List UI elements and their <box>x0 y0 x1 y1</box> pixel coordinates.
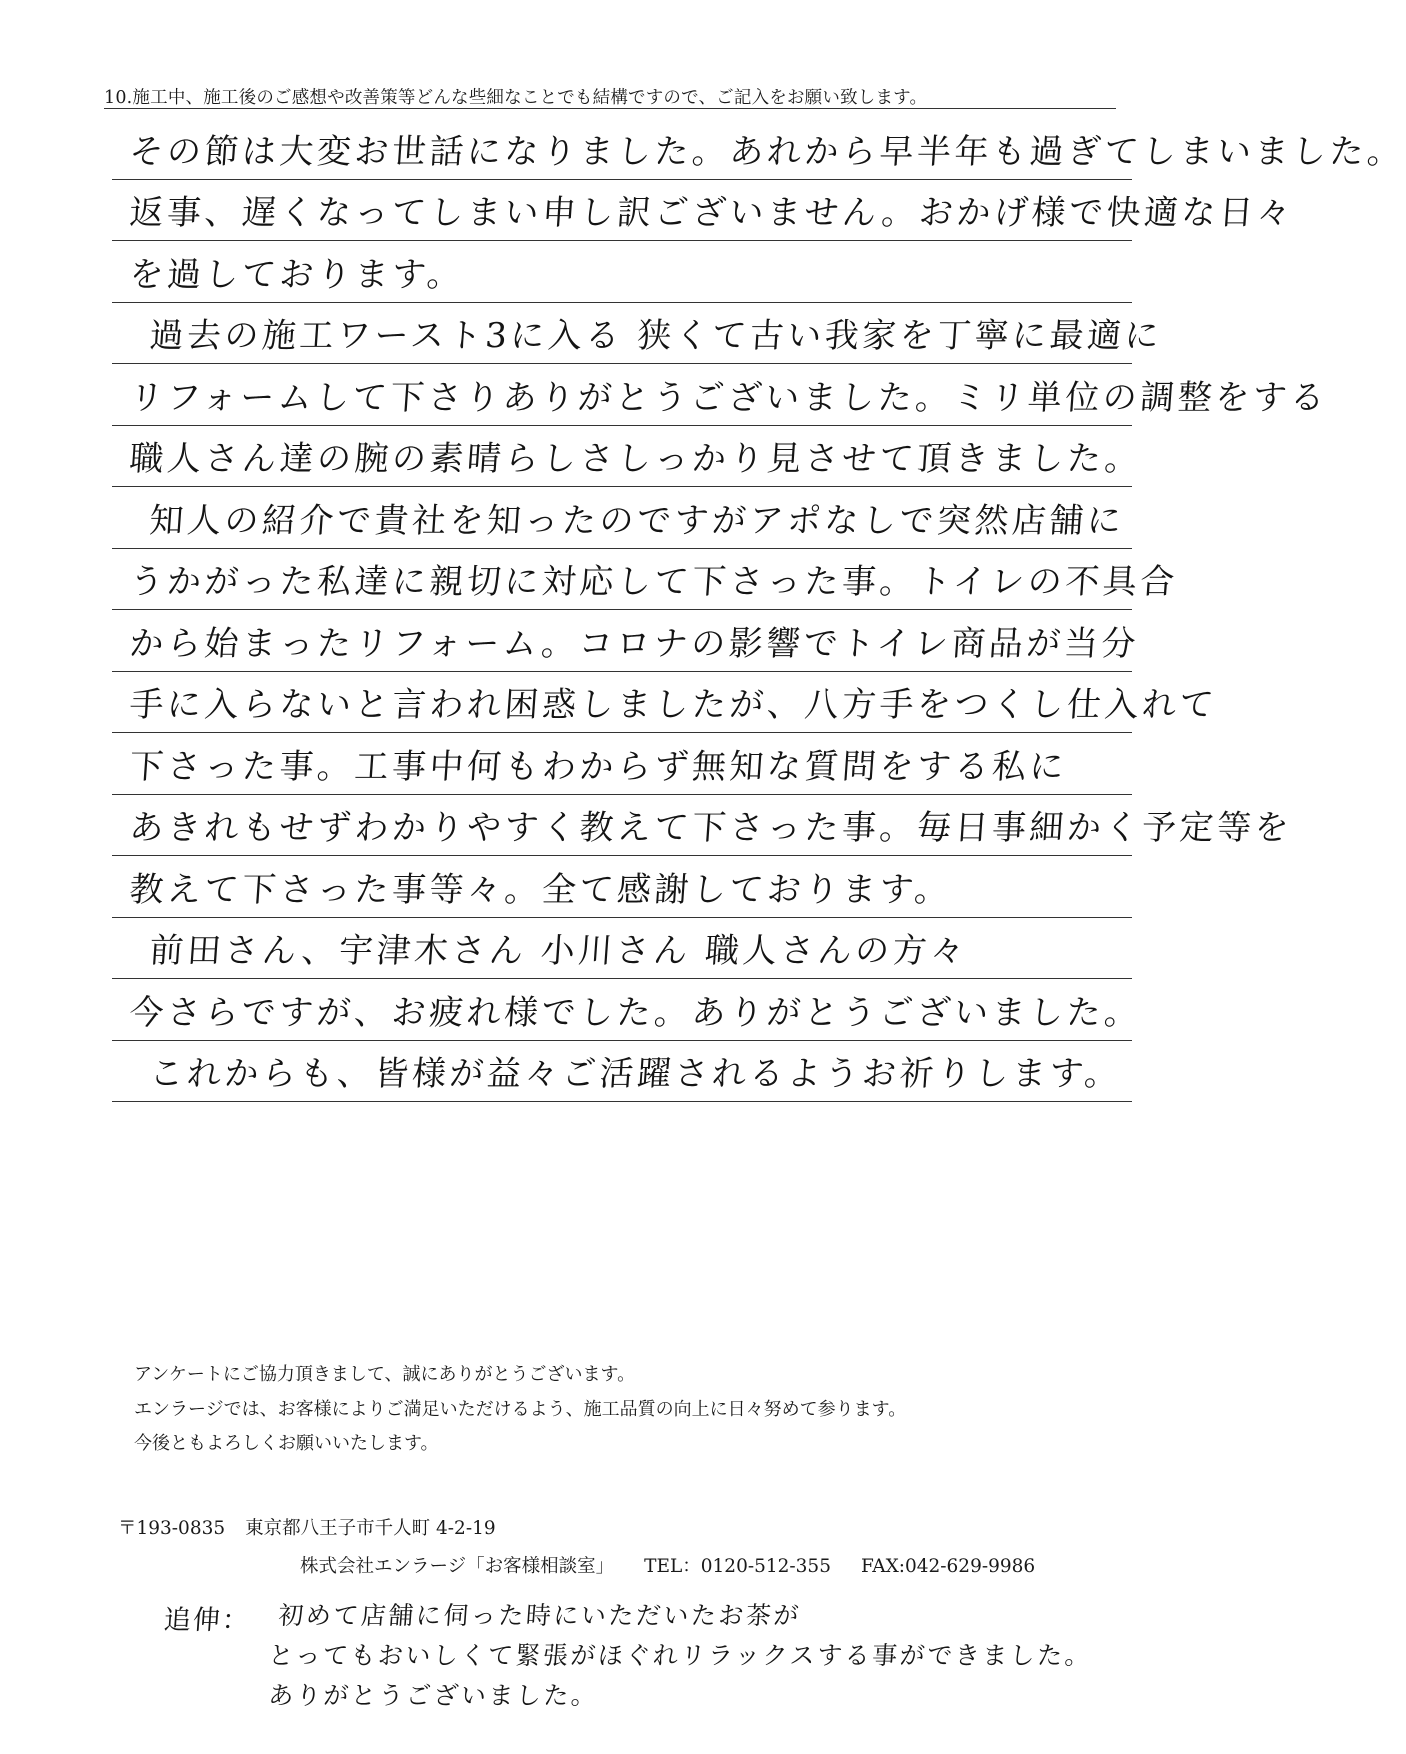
answer-text: うかがった私達に親切に対応して下さった事。トイレの不具合 <box>128 562 1180 602</box>
fax-number: FAX:042-629-9986 <box>860 1556 1036 1577</box>
answer-line <box>112 487 1132 549</box>
postscript-body <box>267 1596 1094 1716</box>
postscript-line: 初めて店舗に伺った時にいただいたお茶が <box>277 1601 802 1630</box>
answer-text: 前田さん、宇津木さん 小川さん 職人さんの方々 <box>148 931 970 971</box>
answer-text: あきれもせずわかりやすく教えて下さった事。毎日事細かく予定等を <box>128 808 1294 848</box>
handwritten-answer <box>112 118 1406 1102</box>
street-address: 東京都八王子市千人町 4-2-19 <box>245 1518 496 1539</box>
answer-line <box>112 610 1141 672</box>
answer-line <box>112 733 1132 795</box>
answer-text: 教えて下さった事等々。全て感謝しております。 <box>128 869 954 910</box>
telephone-number: TEL：0120-512-355 <box>644 1556 831 1577</box>
answer-line <box>112 856 1132 918</box>
question-heading: 10.施工中、施工後のご感想や改善策等どんな些細なことでも結構ですので、ご記入をお願い致します。 <box>104 88 928 108</box>
answer-text: 手に入らないと言われ困惑しましたが、八方手をつくし仕入れて <box>128 685 1219 725</box>
closing-line: アンケートにご協力頂きまして、誠にありがとうございます。 <box>134 1364 636 1385</box>
postscript-line: ありがとうございました。 <box>267 1681 600 1710</box>
postscript-label: 追伸： <box>162 1605 252 1636</box>
closing-line: 今後ともよろしくお願いいたします。 <box>134 1433 439 1454</box>
question-underline <box>104 108 1116 109</box>
answer-text: 知人の紹介で貴社を知ったのですがアポなしで突然店舗に <box>148 500 1126 541</box>
answer-text: これからも、皆様が益々ご活躍されるようお祈りします。 <box>148 1054 1124 1094</box>
answer-line <box>112 549 1180 611</box>
postscript-line: とってもおいしくて緊張がほぐれリラックスする事ができました。 <box>267 1641 1094 1670</box>
answer-text: 今さらですが、お疲れ様でした。ありがとうございました。 <box>128 992 1144 1033</box>
answer-line <box>112 1041 1132 1103</box>
answer-text: その節は大変お世話になりました。あれから早半年も過ぎてしまいました。 <box>128 131 1406 172</box>
answer-line <box>112 364 1330 426</box>
closing-line: エンラージでは、お客様によりご満足いただけるよう、施工品質の向上に日々努めて参ります。 <box>134 1398 907 1420</box>
answer-line <box>112 795 1294 857</box>
postal-code: 〒193-0835 <box>118 1518 226 1539</box>
answer-line <box>112 303 1164 365</box>
answer-line <box>112 672 1219 734</box>
answer-line <box>112 118 1406 180</box>
answer-text: を過しております。 <box>128 254 466 295</box>
answer-text: 職人さん達の腕の素晴らしさしっかり見させて頂きました。 <box>128 439 1144 479</box>
company-name: 株式会社エンラージ「お客様相談室」 <box>300 1556 615 1577</box>
answer-text: 下さった事。工事中何もわからず無知な質問をする私に <box>128 746 1069 787</box>
answer-line <box>112 979 1144 1041</box>
answer-text: から始まったリフォーム。コロナの影響でトイレ商品が当分 <box>128 623 1141 664</box>
answer-line <box>112 918 1132 980</box>
answer-line <box>112 241 1132 303</box>
answer-line <box>112 426 1144 488</box>
answer-text: リフォームして下さりありがとうございました。ミリ単位の調整をする <box>128 377 1330 418</box>
answer-text: 過去の施工ワースト3に入る 狭くて古い我家を丁寧に最適に <box>148 316 1164 356</box>
answer-text: 返事、遅くなってしまい申し訳ございません。おかげ様で快適な日々 <box>128 193 1296 233</box>
address-block <box>118 1514 516 1540</box>
answer-line <box>112 180 1296 242</box>
closing-message <box>134 1358 1114 1462</box>
company-contact <box>300 1552 1035 1578</box>
